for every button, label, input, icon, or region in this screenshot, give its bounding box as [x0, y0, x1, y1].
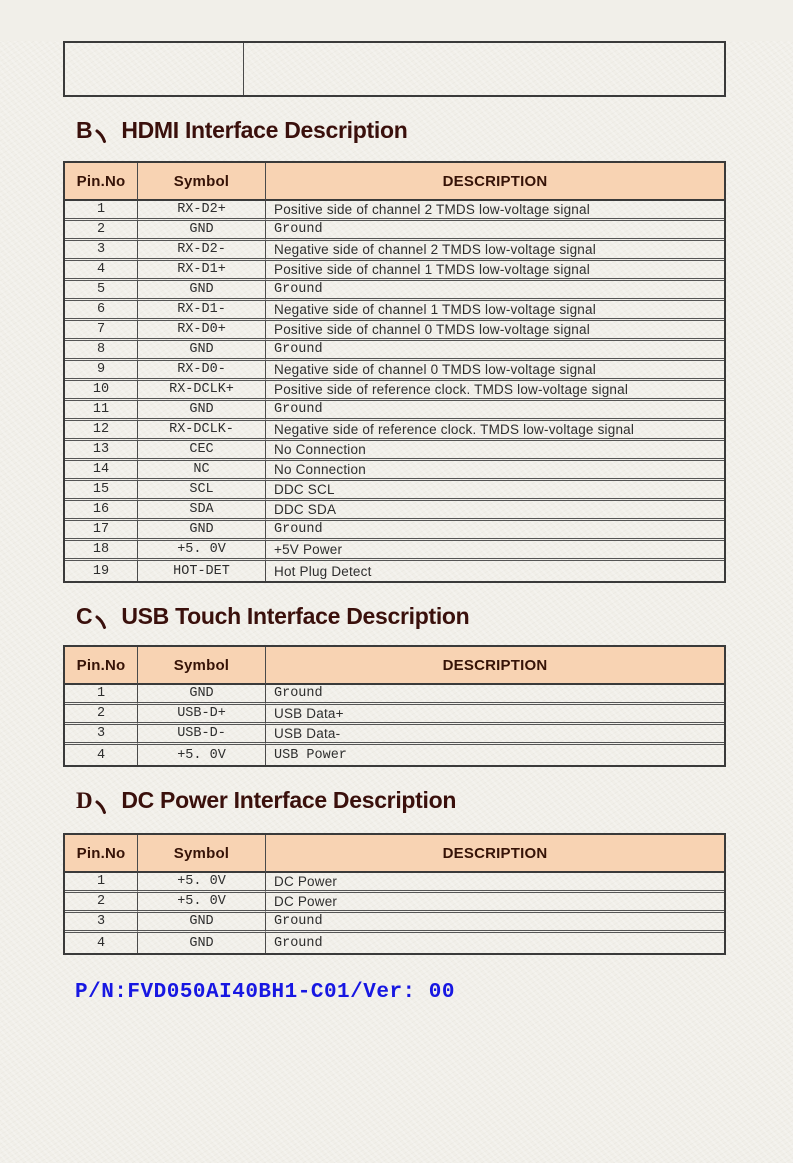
pin-description: Positive side of channel 0 TMDS low-voltage signal	[266, 321, 724, 341]
table-row	[65, 361, 724, 381]
pin-symbol: SDA	[138, 501, 266, 521]
pin-symbol: NC	[138, 461, 266, 481]
pin-symbol: CEC	[138, 441, 266, 461]
pin-description: Ground	[266, 913, 724, 933]
pin-description: Ground	[266, 521, 724, 541]
pin-description: Ground	[274, 935, 323, 951]
pin-number: 4	[65, 745, 138, 765]
pin-number: 1	[65, 873, 138, 893]
pin-symbol: GND	[138, 341, 266, 361]
table-row	[65, 725, 724, 745]
table-row	[65, 321, 724, 341]
top-table-cell-right	[244, 43, 724, 95]
pin-description: USB Data-	[266, 725, 724, 745]
pin-description: +5V Power	[266, 541, 724, 561]
pin-symbol: HOT-DET	[138, 561, 266, 581]
pin-symbol: +5. 0V	[138, 541, 266, 561]
section-letter: D	[76, 788, 93, 813]
pin-number: 10	[65, 381, 138, 401]
table-row	[65, 745, 724, 765]
pin-symbol: RX-D2-	[138, 241, 266, 261]
pin-symbol: USB-D-	[138, 725, 266, 745]
section-heading-usb	[76, 603, 793, 629]
pin-description: Ground	[266, 341, 724, 361]
pin-description: Positive side of reference clock. TMDS low-voltage signal	[266, 381, 724, 401]
pin-number: 9	[65, 361, 138, 381]
pin-symbol: GND	[138, 685, 266, 705]
table-row	[65, 501, 724, 521]
pin-symbol: +5. 0V	[138, 745, 266, 765]
table-row	[65, 401, 724, 421]
ideographic-comma-icon	[95, 615, 107, 629]
column-header-pin-no: Pin.No	[65, 647, 138, 685]
top-info-table	[63, 41, 726, 97]
pin-description: Positive side of channel 1 TMDS low-voltage signal	[266, 261, 724, 281]
section-title: USB Touch Interface Description	[121, 603, 470, 629]
pin-number: 2	[65, 893, 138, 913]
part-number: P/N:FVD050AI40BH1-C01/Ver: 00	[75, 981, 455, 1004]
table-row	[65, 221, 724, 241]
table-row	[65, 685, 724, 705]
pin-number: 5	[65, 281, 138, 301]
pin-number: 6	[65, 301, 138, 321]
table-header-row	[65, 647, 724, 685]
pin-number: 3	[65, 913, 138, 933]
pin-description: Ground	[266, 221, 724, 241]
column-header-symbol: Symbol	[138, 835, 266, 873]
pin-description: Hot Plug Detect	[274, 563, 372, 579]
pin-description: DC Power	[266, 873, 724, 893]
table-row	[65, 201, 724, 221]
pin-symbol: USB-D+	[138, 705, 266, 725]
section-title: HDMI Interface Description	[121, 117, 408, 143]
section-letter: B	[76, 117, 93, 143]
table-row	[65, 705, 724, 725]
pin-number: 4	[65, 261, 138, 281]
usb-pin-table	[63, 645, 726, 767]
pin-number: 12	[65, 421, 138, 441]
section-heading-dc-power	[76, 787, 793, 814]
pin-symbol: GND	[138, 913, 266, 933]
pin-symbol: RX-D2+	[138, 201, 266, 221]
table-row	[65, 893, 724, 913]
pin-symbol: SCL	[138, 481, 266, 501]
table-row	[65, 913, 724, 933]
pin-description: Negative side of channel 0 TMDS low-voltage signal	[266, 361, 724, 381]
pin-description: Ground	[266, 281, 724, 301]
pin-symbol: +5. 0V	[138, 893, 266, 913]
pin-symbol: RX-DCLK-	[138, 421, 266, 441]
pin-symbol: +5. 0V	[138, 873, 266, 893]
pin-number: 2	[65, 705, 138, 725]
pin-symbol: RX-D0+	[138, 321, 266, 341]
column-header-description: DESCRIPTION	[266, 647, 724, 685]
pin-description: DDC SCL	[266, 481, 724, 501]
table-row	[65, 441, 724, 461]
pin-symbol: RX-D1-	[138, 301, 266, 321]
column-header-description: DESCRIPTION	[266, 835, 724, 873]
pin-number: 19	[65, 561, 138, 581]
pin-symbol: RX-D1+	[138, 261, 266, 281]
table-row	[65, 381, 724, 401]
pin-description: Ground	[266, 685, 724, 705]
pin-description: DC Power	[266, 893, 724, 913]
pin-symbol: GND	[138, 521, 266, 541]
dc-power-pin-table	[63, 833, 726, 955]
table-row	[65, 873, 724, 893]
table-row	[65, 521, 724, 541]
pin-number: 4	[65, 933, 138, 953]
section-letter: C	[76, 603, 93, 629]
table-row	[65, 561, 724, 581]
pin-description: Ground	[266, 401, 724, 421]
pin-number: 15	[65, 481, 138, 501]
table-header-row	[65, 163, 724, 201]
pin-number: 18	[65, 541, 138, 561]
ideographic-comma-icon	[95, 129, 107, 143]
pin-number: 1	[65, 201, 138, 221]
pin-number: 3	[65, 241, 138, 261]
pin-description: Negative side of channel 1 TMDS low-voltage signal	[266, 301, 724, 321]
pin-description: Negative side of channel 2 TMDS low-voltage signal	[266, 241, 724, 261]
hdmi-pin-table	[63, 161, 726, 583]
pin-symbol: GND	[138, 401, 266, 421]
pin-symbol: GND	[138, 281, 266, 301]
table-row	[65, 281, 724, 301]
pin-description: No Connection	[266, 461, 724, 481]
pin-description: Negative side of reference clock. TMDS low-voltage signal	[266, 421, 724, 441]
table-row	[65, 421, 724, 441]
column-header-symbol: Symbol	[138, 163, 266, 201]
pin-symbol: RX-D0-	[138, 361, 266, 381]
document-page	[0, 41, 793, 1163]
pin-description: USB Power	[274, 747, 347, 763]
table-header-row	[65, 835, 724, 873]
pin-number: 13	[65, 441, 138, 461]
column-header-description: DESCRIPTION	[266, 163, 724, 201]
pin-number: 16	[65, 501, 138, 521]
table-row	[65, 541, 724, 561]
pin-number: 17	[65, 521, 138, 541]
table-row	[65, 461, 724, 481]
pin-number: 1	[65, 685, 138, 705]
top-table-cell-left	[65, 43, 244, 95]
pin-number: 2	[65, 221, 138, 241]
pin-number: 14	[65, 461, 138, 481]
table-row	[65, 241, 724, 261]
column-header-pin-no: Pin.No	[65, 835, 138, 873]
pin-description: No Connection	[266, 441, 724, 461]
pin-description: DDC SDA	[266, 501, 724, 521]
column-header-pin-no: Pin.No	[65, 163, 138, 201]
table-row	[65, 341, 724, 361]
pin-symbol: RX-DCLK+	[138, 381, 266, 401]
pin-symbol: GND	[138, 933, 266, 953]
column-header-symbol: Symbol	[138, 647, 266, 685]
section-title: DC Power Interface Description	[121, 787, 457, 813]
pin-number: 3	[65, 725, 138, 745]
table-row	[65, 481, 724, 501]
pin-number: 7	[65, 321, 138, 341]
pin-number: 8	[65, 341, 138, 361]
section-heading-hdmi	[76, 117, 793, 143]
table-row	[65, 43, 724, 95]
table-row	[65, 301, 724, 321]
table-row	[65, 933, 724, 953]
ideographic-comma-icon	[95, 800, 107, 814]
pin-symbol: GND	[138, 221, 266, 241]
table-row	[65, 261, 724, 281]
pin-description: Positive side of channel 2 TMDS low-voltage signal	[266, 201, 724, 221]
pin-number: 11	[65, 401, 138, 421]
pin-description: USB Data+	[266, 705, 724, 725]
